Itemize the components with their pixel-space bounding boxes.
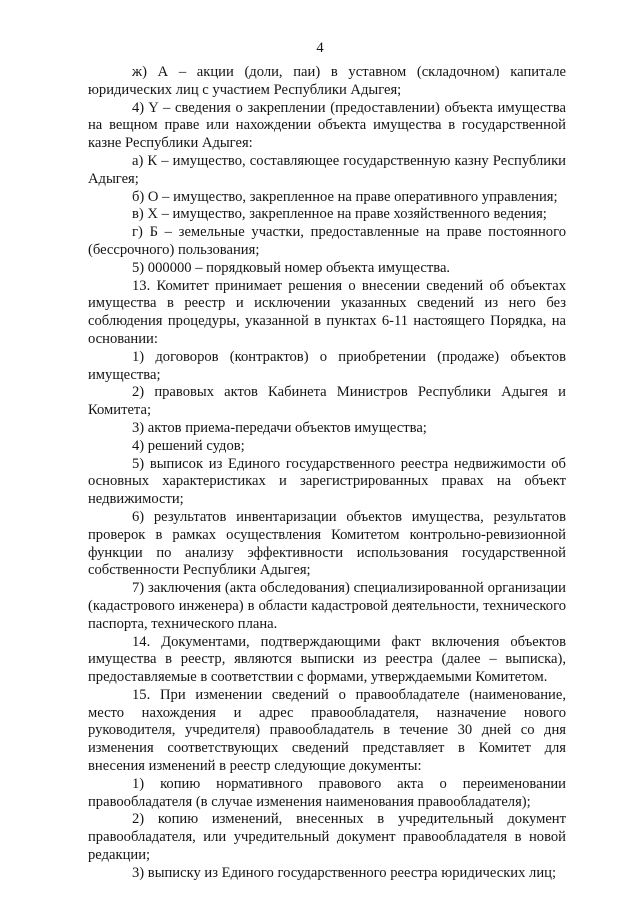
list-item-15-3: 3) выписку из Единого государственного реестра юридических лиц; — [132, 864, 557, 881]
list-item-13-6: 6) результатов инвентаризации объектов имущества, результатов проверок в рамках осуществления Комитетом контрольно-ревизионной функции по анализу эффективности использования государственной собственности Республики Адыгея; — [88, 508, 566, 579]
list-item-13-4: 4) решений судов; — [132, 437, 245, 454]
page-number: 4 — [316, 40, 324, 56]
list-item-13-5: 5) выписок из Единого государственного реестра недвижимости об основных характеристиках и зарегистрированных правах на объект недвижимости; — [88, 455, 566, 508]
list-item-13-3: 3) актов приема-передачи объектов имущества; — [132, 419, 427, 436]
list-item-13-7: 7) заключения (акта обследования) специализированной организации (кадастрового инженера) в области кадастровой деятельности, технического паспорта, технического плана. — [88, 580, 566, 632]
document-body — [88, 64, 566, 883]
paragraph-4-y-code: 4) Y – сведения о закреплении (предоставлении) объекта имущества на вещном праве или нахождении объекта имущества в государственной казне Республики Адыгея: — [88, 99, 566, 152]
list-item-13-2: 2) правовых актов Кабинета Министров Республики Адыгея и Комитета; — [88, 384, 566, 419]
paragraph-14-registry-extracts: 14. Документами, подтверждающими факт включения объектов имущества в реестр, являются выписки из реестра (далее – выписка), предоставляемые в соответствии с формами, утверждаемыми Комитетом. — [88, 633, 566, 686]
list-item-15-2: 2) копию изменений, внесенных в учредительный документ правообладателя, или учредительный документ правообладателя в новой редакции; — [88, 811, 566, 864]
paragraph-5-serial-number: 5) 000000 – порядковый номер объекта имущества. — [132, 259, 451, 276]
paragraph-g-land-plots: г) Б – земельные участки, предоставленные на праве постоянного (бессрочного) пользования; — [88, 224, 566, 258]
list-item-15-1: 1) копию нормативного правового акта о переименовании правообладателя (в случае изменения наименования правообладателя); — [88, 775, 566, 810]
paragraph-15-holder-changes: 15. При изменении сведений о правообладателе (наименование, место нахождения и адрес правообладателя, назначение нового руководителя, учредителя) правообладатель в течение 30 дней со дня изменения соответствующих сведений представляет в Комитет для внесения изменений в реестр следующие документы: — [88, 686, 566, 775]
paragraph-a-treasury: а) К – имущество, составляющее государственную казну Республики Адыгея; — [88, 152, 566, 187]
paragraph-zh-shares: ж) А – акции (доли, паи) в уставном (складочном) капитале юридических лиц с участием Республики Адыгея; — [88, 64, 566, 98]
paragraph-v-economic-management: в) Х – имущество, закрепленное на праве хозяйственного ведения; — [132, 206, 547, 223]
paragraph-13-committee-decisions: 13. Комитет принимает решения о внесении сведений об объектах имущества в реестр и исключении указанных сведений из него без соблюдения процедуры, указанной в пунктах 6-11 настоящего Порядка, на основании: — [88, 277, 566, 347]
paragraph-b-operational-management: б) О – имущество, закрепленное на праве оперативного управления; — [132, 188, 558, 205]
list-item-13-1: 1) договоров (контрактов) о приобретении (продаже) объектов имущества; — [88, 348, 566, 383]
